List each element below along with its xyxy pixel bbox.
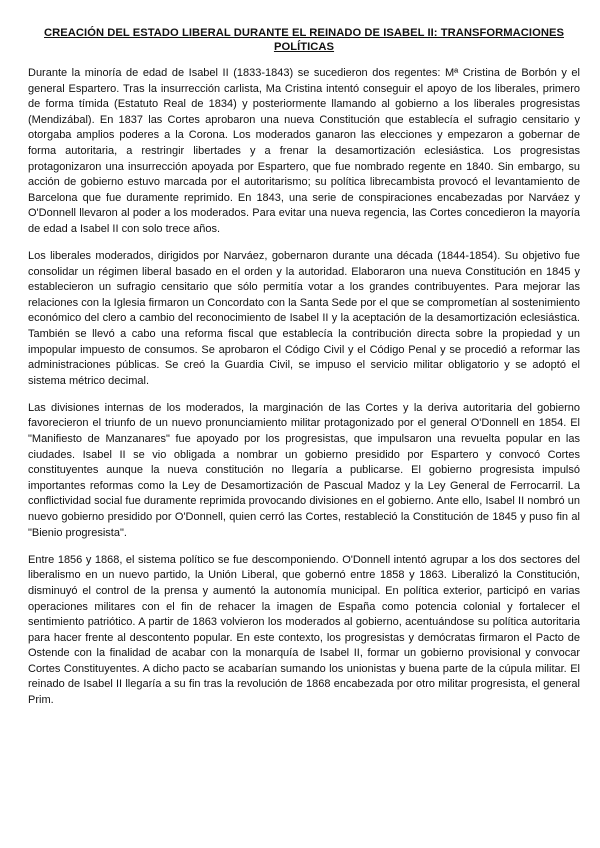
document-page xyxy=(28,26,580,720)
document-title: CREACIÓN DEL ESTADO LIBERAL DURANTE EL REINADO DE ISABEL II: TRANSFORMACIONES POLÍTICAS xyxy=(44,27,564,53)
paragraph-crisis-of-reign: Entre 1856 y 1868, el sistema político se fue descomponiendo. O'Donnell intentó agrupar a los dos sectores del liberalismo en un nuevo partido, la Unión Liberal, que gobernó entre 1858 y 1863. Liberalizó la Constitución, disminuyó el control de la prensa y aumentó la autonomía municipal. En política exterior, participó en varias operaciones militares con el fin de rehacer la imagen de España como potencia colonial y fortalecer el sentimiento patriótico. A partir de 1863 volvieron los moderados al gobierno, acentuándose su política autoritaria para hacer frente al descontento popular. En este contexto, los progresistas y demócratas firmaron el Pacto de Ostende con la finalidad de acabar con la monarquía de Isabel II, formar un gobierno provisional y convocar Cortes Constituyentes. A dicho pacto se acabarían sumando los unionistas y buena parte de la cúpula militar. El reinado de Isabel II llegaría a su fin tras la revolución de 1868 encabezada por otro militar progresista, el general Prim. xyxy=(28,553,580,707)
paragraph-regency: Durante la minoría de edad de Isabel II (1833-1843) se sucedieron dos regentes: Mª Cristina de Borbón y el general Espartero. Tras la insurrección carlista, Ma Cristina intentó conseguir el apoyo de los liberales, primero de forma tímida (Estatuto Real de 1834) y posteriormente llamando al gobierno a los liberales progresistas (Mendizábal). En 1837 las Cortes aprobaron una nueva Constitución que establecía el sufragio censitario y otorgaba amplios poderes a la Corona. Los moderados ganaron las elecciones y empezaron a gobernar de forma autoritaria, a restringir libertades y a frenar la desamortización eclesiástica. Los progresistas protagonizaron una insurrección apoyada por Espartero, que fue nombrado regente en 1840. Sin embargo, su acción de gobierno estuvo marcada por el autoritarismo; su política librecambista provocó el levantamiento de Barcelona que fue duramente reprimido. En 1843, una serie de conspiraciones encabezadas por Narváez y O'Donnell llevaron al poder a los moderados. Para evitar una nueva regencia, las Cortes concedieron la mayoría de edad a Isabel II con solo trece años. xyxy=(28,67,580,235)
paragraph-progressive-biennium: Las divisiones internas de los moderados, la marginación de las Cortes y la deriva autoritaria del gobierno favorecieron el triunfo de un nuevo pronunciamiento militar protagonizado por el general O'Donnell en 1854. El "Manifiesto de Manzanares" fue apoyado por los progresistas, que impulsaron una revuelta popular en las ciudades. Isabel II se vio obligada a nombrar un gobierno presidido por Espartero y convocó Cortes constituyentes aunque la nueva constitución no llegaría a publicarse. El gobierno progresista impulsó importantes reformas como la Ley de Desamortización de Pascual Madoz y la Ley General de Ferrocarril. La conflictividad social fue duramente reprimida provocando divisiones en el gobierno. Ante ello, Isabel II nombró un nuevo gobierno presidido por O'Donnell, quien cerró las Cortes, restableció la Constitución de 1845 y puso fin al "Bienio progresista". xyxy=(28,401,580,539)
paragraph-moderate-decade: Los liberales moderados, dirigidos por Narváez, gobernaron durante una década (1844-1854). Su objetivo fue consolidar un régimen liberal basado en el orden y la autoridad. Elaboraron una nueva Constitución en 1845 y establecieron un sufragio censitario que sólo permitía votar a los grandes contribuyentes. Para mejorar las relaciones con la Iglesia firmaron un Concordato con la Santa Sede por el que se comprometían al sostenimiento económico del clero a cambio del reconocimiento de Isabel II y la aceptación de la desamortización eclesiástica. También se llevó a cabo una reforma fiscal que establecía la contribución directa sobre la propiedad y un impopular impuesto de consumos. Se aprobaron el Código Civil y el Código Penal y se procedió a reformar las administraciones públicas. Se creó la Guardia Civil, se impuso el servicio militar obligatorio y se adoptó el sistema métrico decimal. xyxy=(28,250,580,387)
